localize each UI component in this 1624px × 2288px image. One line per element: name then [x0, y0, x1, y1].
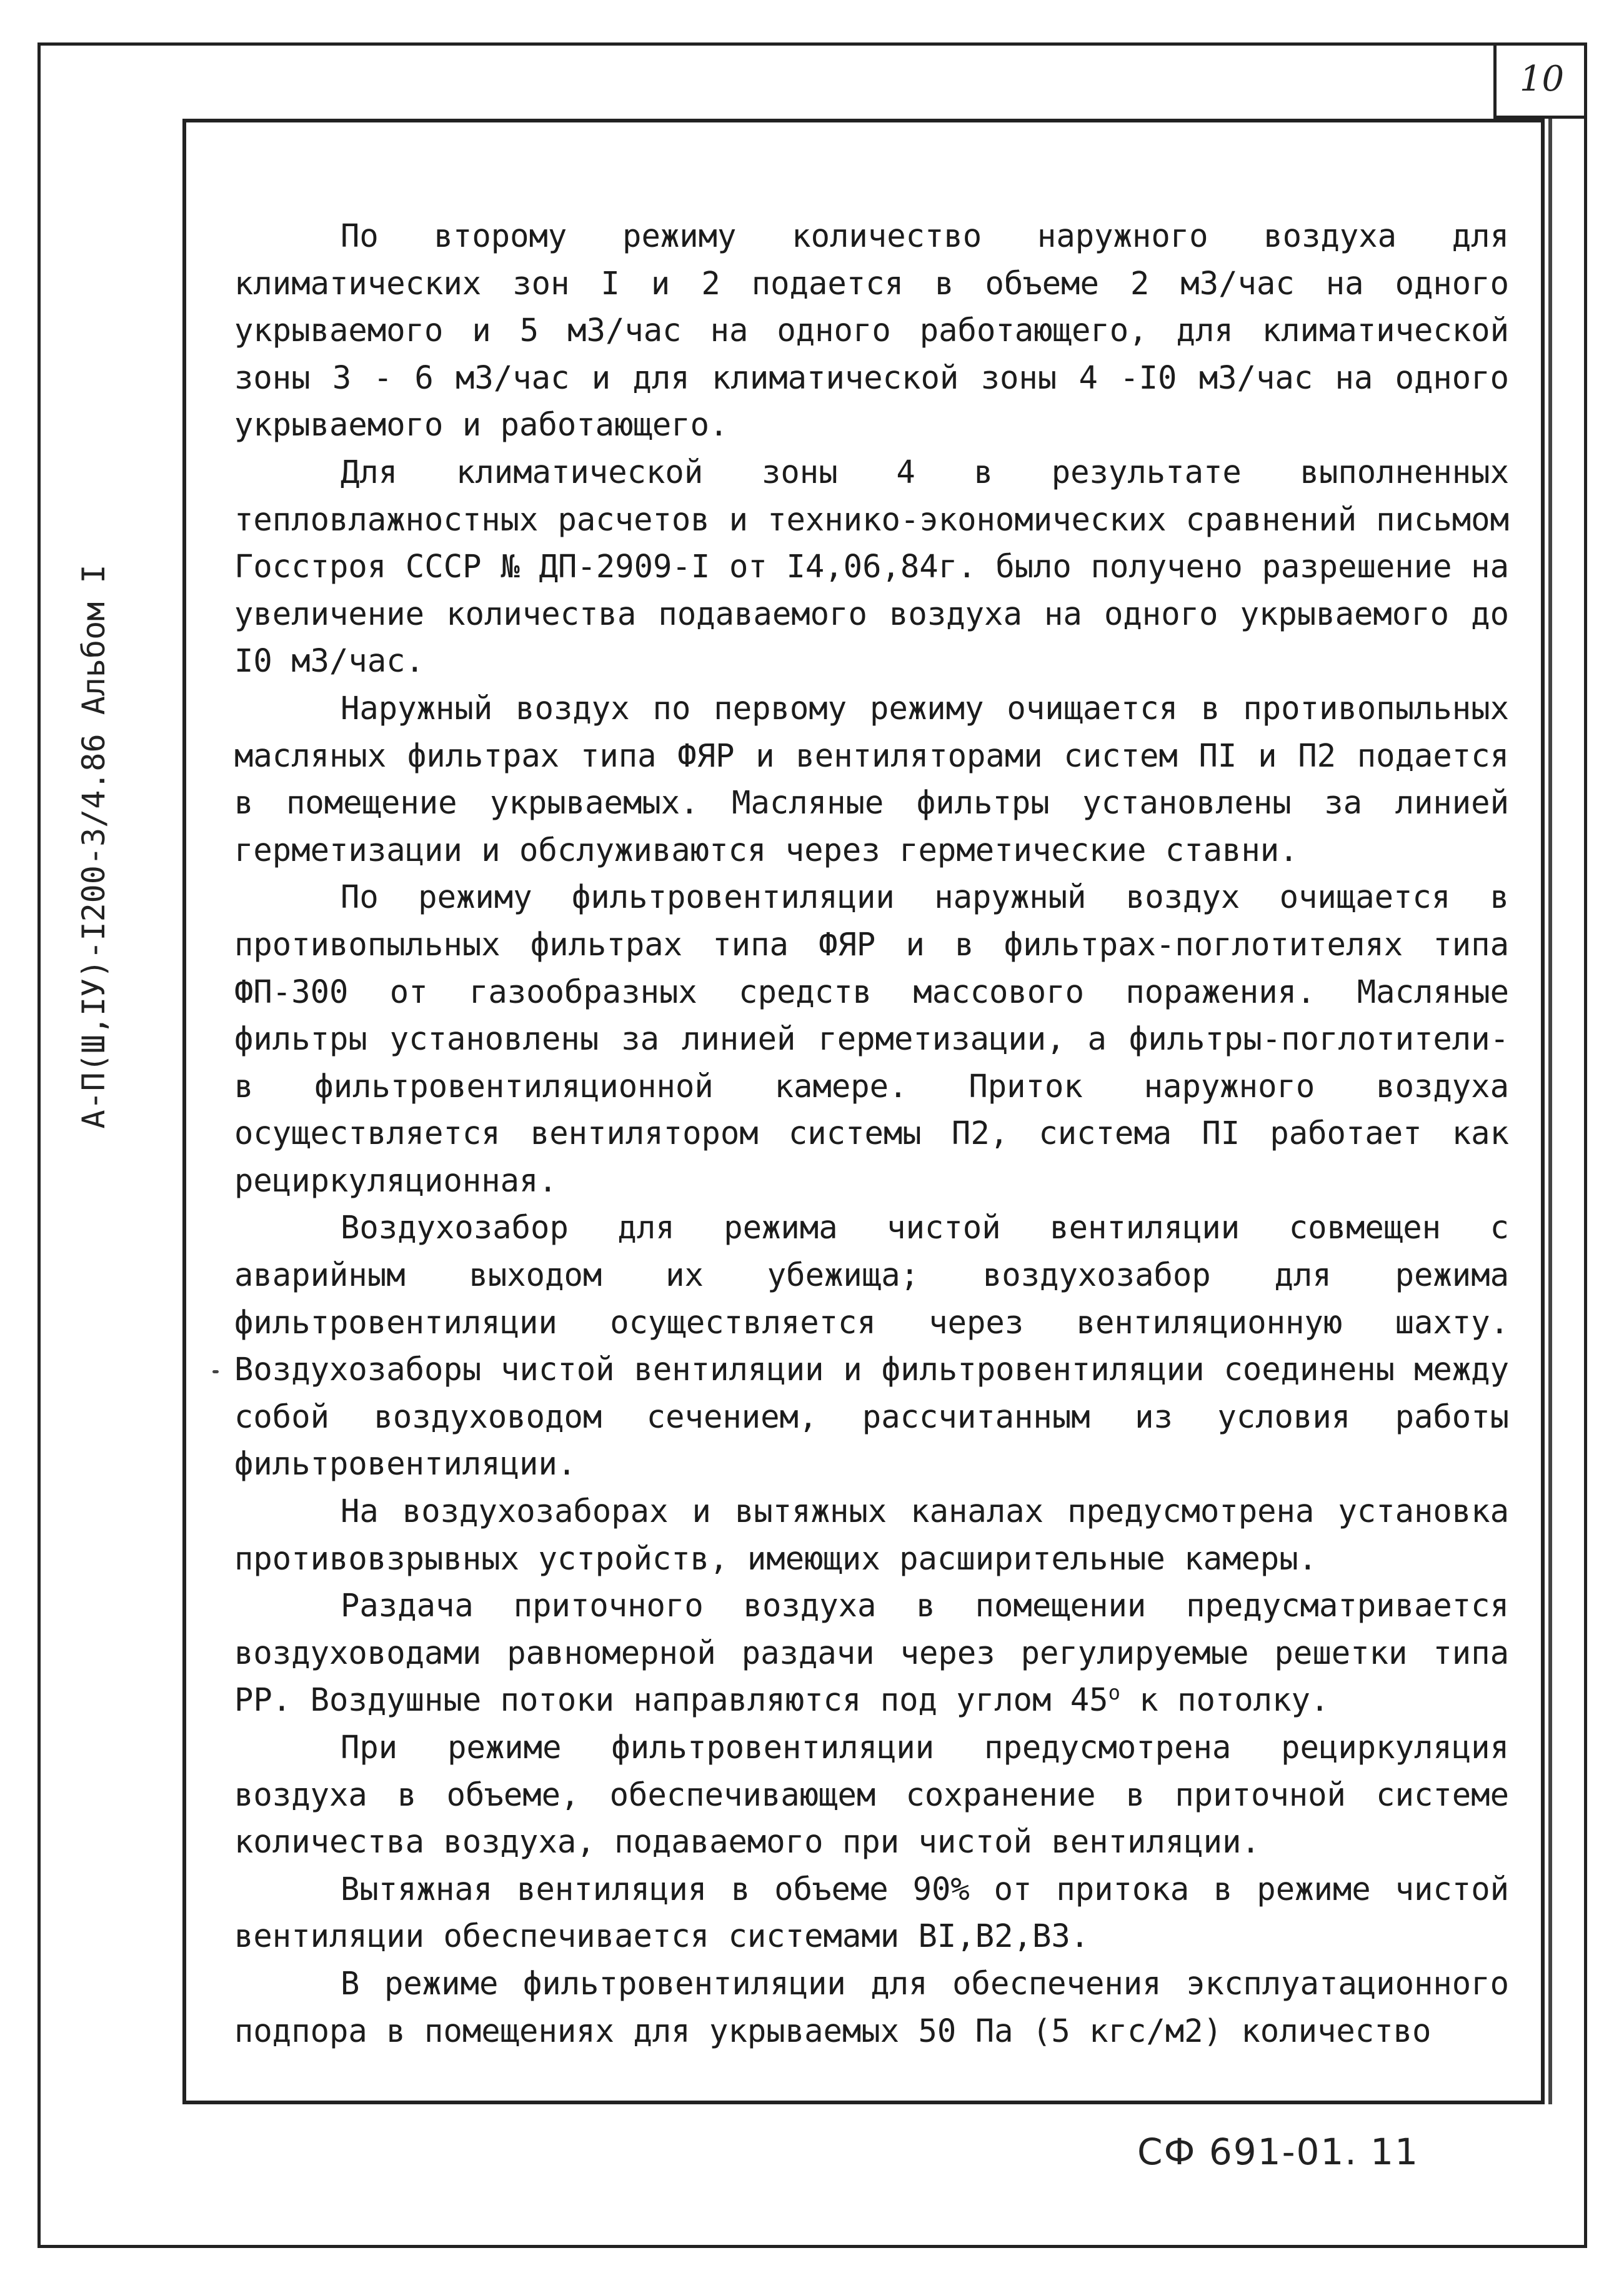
document-body [234, 212, 1509, 2054]
footer-document-code: СФ 691-01. 11 [1137, 2131, 1419, 2173]
air-distribution-text: Раздача приточного воздуха в помещении предусматривается воздуховодами равномерной раздачи через регулируемые решетки типа РР. Воздушные потоки направляются под углом 45 [234, 1587, 1509, 1719]
side-album-label: А-П(Ш,IУ)-I200-3/4.86 Альбом I [76, 564, 112, 1129]
paragraph-exhaust: Вытяжная вентиляция в объеме 90% от притока в режиме чистой вентиляции обеспечивается системами ВI,В2,В3. [234, 1870, 1509, 1955]
page-number: 10 [1493, 42, 1587, 119]
paragraph-air-intake: Воздухозабор для режима чистой вентиляции совмещен с аварийным выходом их убежища; воздухозабор для режима фильтровентиляции осуществляется через вентиляционную шахту. Воздухозаборы чистой вентиляции и фильтровентиляции соединены между собой воздуховодом сечением, рассчитанным из условия работы фильтровентиляции. [234, 1209, 1509, 1483]
paragraph-pressure: В режиме фильтровентиляции для обеспечения эксплуатационного подпора в помещениях для укрываемых 50 Па (5 кгс/м2) количество [234, 1964, 1509, 2049]
paragraph-air-distribution [234, 1582, 1509, 1724]
paragraph-filter-ventilation: По режиму фильтровентиляции наружный воздух очищается в противопыльных фильтрах типа ФЯР и в фильтрах-поглотителях типа ФП-300 от газообразных средств массового поражения. Масляные фильтры установлены за линией герметизации, а фильтры-поглотители- в фильтровентиляционной камере. Приток наружного воздуха осуществляется вентилятором системы П2, система ПI работает как рециркуляционная. [234, 878, 1509, 1199]
paragraph-blast-devices: На воздухозаборах и вытяжных каналах предусмотрена установка противовзрывных устройств, имеющих расширительные камеры. [234, 1493, 1509, 1577]
air-distribution-tail: к потолку. [1120, 1681, 1330, 1719]
inner-frame-right-edge [1548, 119, 1552, 2104]
paragraph-first-mode-filters: Наружный воздух по первому режиму очищается в противопыльных масляных фильтрах типа ФЯР и вентиляторами систем ПI и П2 подается в помещение укрываемых. Масляные фильтры установлены за линией герметизации и обслуживаются через герметические ставни. [234, 689, 1509, 868]
degree-superscript: о [1108, 1681, 1120, 1705]
paragraph-recirculation: При режиме фильтровентиляции предусмотрена рециркуляция воздуха в объеме, обеспечивающем сохранение в приточной системе количества воздуха, подаваемого при чистой вентиляции. [234, 1729, 1509, 1861]
paragraph-mode-two: По второму режиму количество наружного воздуха для климатических зон I и 2 подается в объеме 2 м3/час на одного укрываемого и 5 м3/час на одного работающего, для климатической зоны 3 - 6 м3/час и для климатической зоны 4 -I0 м3/час на одного укрываемого и работающего. [234, 217, 1509, 444]
paragraph-zone-four: Для климатической зоны 4 в результате выполненных тепловлажностных расчетов и технико-экономических сравнений письмом Госстроя СССР № ДП-2909-I от I4,06,84г. было получено разрешение на увеличение количества подаваемого воздуха на одного укрываемого до I0 м3/час. [234, 453, 1509, 680]
ink-dot-mark [212, 1370, 219, 1373]
